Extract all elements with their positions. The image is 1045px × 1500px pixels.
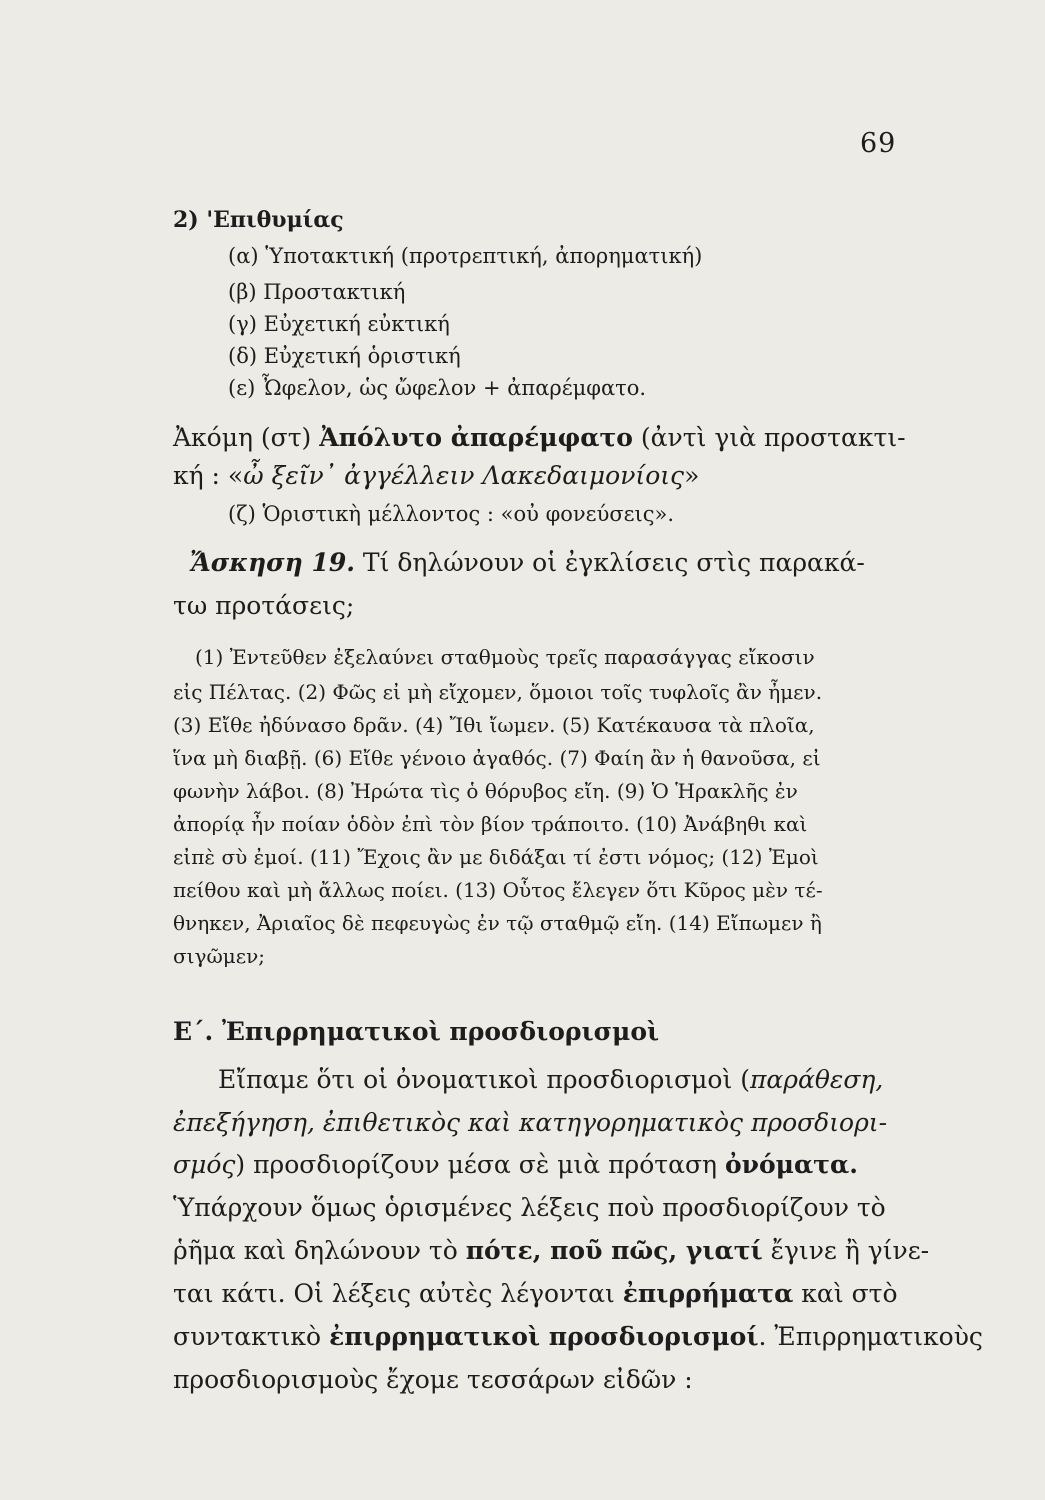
paragraph-line: ῥῆμα καὶ δηλώνουν τὸ πότε, ποῦ πῶς, γιατί ἔγινε ἢ γίνε- (173, 1236, 930, 1265)
akomi-line-2: κή : «ὦ ξεῖν᾽ ἀγγέλλειν Λακεδαιμονίοις» (173, 461, 700, 490)
list-item: (β) Προστακτική (228, 280, 406, 304)
bold-term: Ἀπόλυτο ἀπαρέμφατο (319, 423, 633, 452)
item-z: (ζ) Ὁριστικὴ μέλλοντος : «οὐ φονεύσεις». (228, 502, 675, 526)
sentence-line: φωνὴν λάβοι. (8) Ἠρώτα τὶς ὁ θόρυβος εἴη. (9) Ὁ Ἡρακλῆς ἐν (173, 779, 798, 803)
list-item: (γ) Εὐχετική εὐκτική (228, 312, 450, 336)
paragraph-line: Εἴπαμε ὅτι οἱ ὀνοματικοὶ προσδιορισμοὶ (παράθεση, (218, 1065, 884, 1094)
page-number: 69 (860, 128, 897, 159)
sentence-line: πείθου καὶ μὴ ἄλλως ποίει. (13) Οὗτος ἔλεγεν ὅτι Κῦρος μὲν τέ- (173, 878, 823, 902)
section-title: Ε΄. Ἐπιρρηματικοὶ προσδιορισμοὶ (173, 1017, 660, 1046)
sentence-line: εἰπὲ σὺ ἐμοί. (11) Ἔχοις ἂν με διδάξαι τί ἐστι νόμος; (12) Ἐμοὶ (173, 845, 819, 869)
sentence-line: σιγῶμεν; (173, 944, 266, 968)
sentence-line: θνηκεν, Ἀριαῖος δὲ πεφευγὼς ἐν τῷ σταθμῷ εἴη. (14) Εἴπωμεν ἢ (173, 911, 822, 935)
exercise-title: Ἄσκηση 19. (190, 548, 355, 577)
sentence-line: (3) Εἴθε ἠδύνασο δρᾶν. (4) Ἴθι ἴωμεν. (5) Κατέκαυσα τὰ πλοῖα, (173, 713, 815, 737)
akomi-line-1: Ἀκόμη (στ) Ἀπόλυτο ἀπαρέμφατο (ἀντὶ γιὰ προστακτι- (173, 423, 906, 452)
sentence-line: εἰς Πέλτας. (2) Φῶς εἰ μὴ εἴχομεν, ὅμοιοι τοῖς τυφλοῖς ἂν ἦμεν. (173, 680, 823, 704)
paragraph-line: συντακτικὸ ἐπιρρηματικοὶ προσδιορισμοί. Ἐπιρρηματικοὺς (173, 1322, 983, 1351)
paragraph-line: σμός) προσδιορίζουν μέσα σὲ μιὰ πρόταση ὀνόματα. (173, 1150, 858, 1179)
paragraph-line: προσδιορισμοὺς ἔχομε τεσσάρων εἰδῶν : (173, 1365, 693, 1394)
exercise-line-2: τω προτάσεις; (173, 591, 355, 620)
paragraph-line: ται κάτι. Οἱ λέξεις αὐτὲς λέγονται ἐπιρρήματα καὶ στὸ (173, 1279, 898, 1308)
sentence-line: ἀπορίᾳ ἦν ποίαν ὁδὸν ἐπὶ τὸν βίον τράποιτο. (10) Ἀνάβηθι καὶ (173, 812, 808, 836)
sentence-line: (1) Ἐντεῦθεν ἐξελαύνει σταθμοὺς τρεῖς παρασάγγας εἴκοσιν (195, 645, 815, 669)
quote-italic: ὦ ξεῖν᾽ ἀγγέλλειν Λακεδαιμονίοις (243, 461, 685, 490)
paragraph-line: ἐπεξήγηση, ἐπιθετικὸς καὶ κατηγορηματικὸς προσδιορι- (173, 1108, 888, 1137)
sentence-line: ἵνα μὴ διαβῇ. (6) Εἴθε γένοιο ἀγαθός. (7) Φαίη ἂν ἡ θανοῦσα, εἰ (173, 746, 821, 770)
list-item: (α) Ὑποτακτική (προτρεπτική, ἀπορηματική) (228, 244, 703, 268)
exercise-line-1: Ἄσκηση 19. Τί δηλώνουν οἱ ἐγκλίσεις στὶς παρακά- (190, 548, 865, 577)
paragraph-line: Ὑπάρχουν ὅμως ὁρισμένες λέξεις ποὺ προσδιορίζουν τὸ (173, 1193, 886, 1222)
list-item: (ε) Ὦφελον, ὡς ὤφελον + ἀπαρέμφατο. (228, 376, 647, 400)
subheading-epithymias: 2) 'Επιθυμίας (173, 207, 344, 233)
list-item: (δ) Εὐχετική ὁριστική (228, 344, 461, 368)
